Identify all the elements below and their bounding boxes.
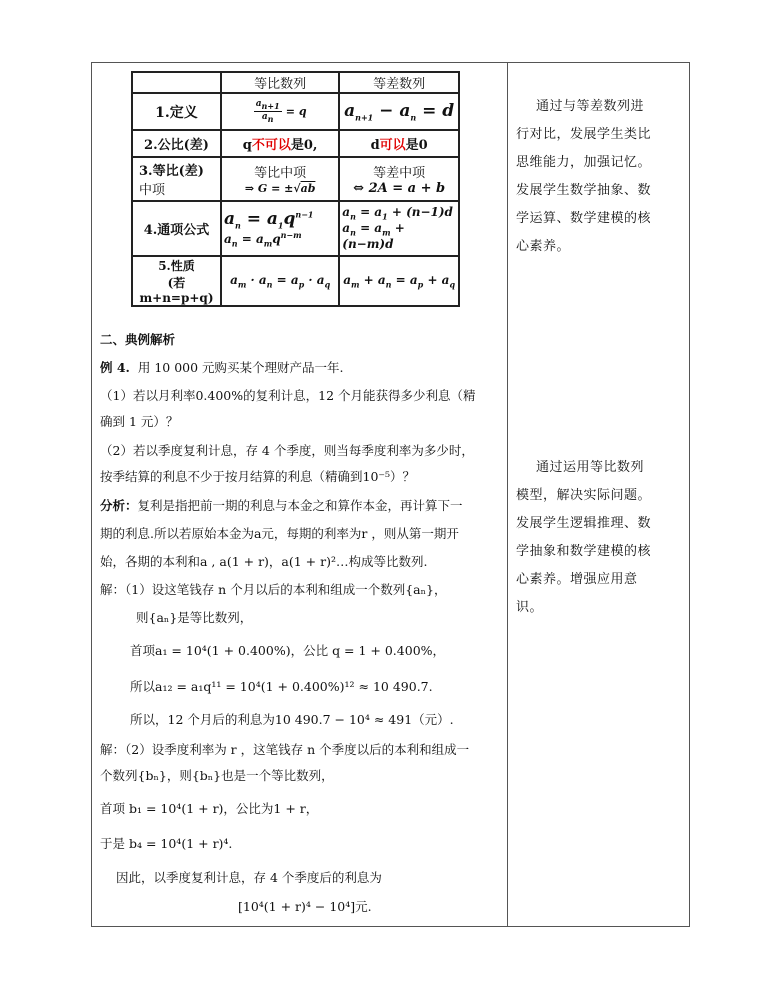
solution-2-line-3: 首项 b₁ = 10⁴(1 + r)，公比为1 + r， xyxy=(100,801,319,816)
solution-1-line-5: 所以，12 个月后的利息为10 490.7 − 10⁴ ≈ 491（元）. xyxy=(130,712,454,727)
header-empty xyxy=(132,72,221,93)
section-title: 二、典例解析 xyxy=(100,332,176,347)
analysis-line-2: 期的利息.所以若原始本金为a元，每期的利率为r ，则从第一期开 xyxy=(100,526,459,541)
column-divider xyxy=(507,62,508,927)
solution-1-line-2: 则{aₙ}是等比数列， xyxy=(136,610,253,625)
solution-2-line-2: 个数列{bₙ}，则{bₙ}也是一个等比数列， xyxy=(100,768,334,783)
question-1-line-2: 确到 1 元）？ xyxy=(100,414,179,429)
table-row-general-term xyxy=(132,201,459,256)
solution-2-line-1: 解：（2）设季度利率为 r ，这笔钱存 n 个季度以后的本利和组成一 xyxy=(100,742,470,757)
row-label-mean: 3.等比(差) 中项 xyxy=(132,157,221,201)
header-geometric: 等比数列 xyxy=(221,72,339,93)
analysis-line-3: 始，各期的本利和a , a(1 + r)，a(1 + r)²…构成等比数列. xyxy=(100,554,428,569)
header-arithmetic: 等差数列 xyxy=(339,72,459,93)
solution-2-line-5: 因此，以季度复利计息，存 4 个季度后的利息为 xyxy=(116,870,382,885)
table-row-mean xyxy=(132,157,459,201)
table-row-definition xyxy=(132,93,459,130)
cell-ari-ratio: d可以是0 xyxy=(339,130,459,157)
cell-geo-property: $a_m \cdot a_n = a_p \cdot a_q$ xyxy=(221,256,339,306)
table-row-property xyxy=(132,256,459,306)
cell-geo-definition: $\frac{a_{n+1}}{a_n}$ = q xyxy=(221,93,339,130)
table-header-row xyxy=(132,72,459,93)
cell-geo-mean: 等比中项 ⇒ G = ±√ab xyxy=(221,157,339,201)
row-label-property: 5.性质 (若m+n=p+q) xyxy=(132,256,221,306)
example-heading: 例 4. 用 10 000 元购买某个理财产品一年. xyxy=(100,360,344,375)
solution-1-line-4: 所以a₁₂ = a₁q¹¹ = 10⁴(1 + 0.400%)¹² ≈ 10 490.7. xyxy=(130,679,433,694)
question-2-line-2: 按季结算的利息不少于按月结算的利息（精确到10⁻⁵）？ xyxy=(100,469,416,484)
comparison-table xyxy=(131,71,460,307)
cell-ari-property: $a_m + a_n = a_p + a_q$ xyxy=(339,256,459,306)
side-note-application: 通过运用等比数列 模型，解决实际问题。 发展学生逻辑推理、数 学抽象和数学建模的核 心素养。增强应用意 识。 xyxy=(516,460,652,615)
row-label-ratio: 2.公比(差) xyxy=(132,130,221,157)
side-note-comparison: 通过与等差数列进 行对比，发展学生类比 思维能力，加强记忆。 发展学生数学抽象、数 学运算、数学建模的核 心素养。 xyxy=(516,99,652,254)
cell-geo-general-term: $a_n = a_1q^{n-1}$ $a_n = a_mq^{n-m}$ xyxy=(221,201,339,256)
question-1-line-1: （1）若以月利率0.400%的复利计息，12 个月能获得多少利息（精 xyxy=(100,388,476,403)
fraction: $\frac{a_{n+1}}{a_n}$ xyxy=(255,99,280,124)
table-row-ratio xyxy=(132,130,459,157)
question-2-line-1: （2）若以季度复利计息，存 4 个季度，则当每季度利率为多少时， xyxy=(100,443,474,458)
solution-2-line-4: 于是 b₄ = 10⁴(1 + r)⁴. xyxy=(100,836,233,851)
analysis-line-1: 分析：复利是指把前一期的利息与本金之和算作本金，再计算下一 xyxy=(100,498,463,513)
cell-ari-mean: 等差中项 ⇔ 2A = a + b xyxy=(339,157,459,201)
solution-2-line-6: [10⁴(1 + r)⁴ − 10⁴]元. xyxy=(238,899,372,914)
cell-ari-general-term: $a_n = a_1 + (n-1)d$ $a_n = a_m + (n-m)d$ xyxy=(339,201,459,256)
cell-ari-definition: $a_{n+1} - a_n = d$ xyxy=(339,93,459,130)
cell-geo-ratio: q不可以是0, xyxy=(221,130,339,157)
row-label-definition: 1.定义 xyxy=(132,93,221,130)
row-label-general-term: 4.通项公式 xyxy=(132,201,221,256)
solution-1-line-3: 首项a₁ = 10⁴(1 + 0.400%)，公比 q = 1 + 0.400%， xyxy=(130,643,446,658)
solution-1-line-1: 解：（1）设这笔钱存 n 个月以后的本利和组成一个数列{aₙ}， xyxy=(100,582,447,597)
